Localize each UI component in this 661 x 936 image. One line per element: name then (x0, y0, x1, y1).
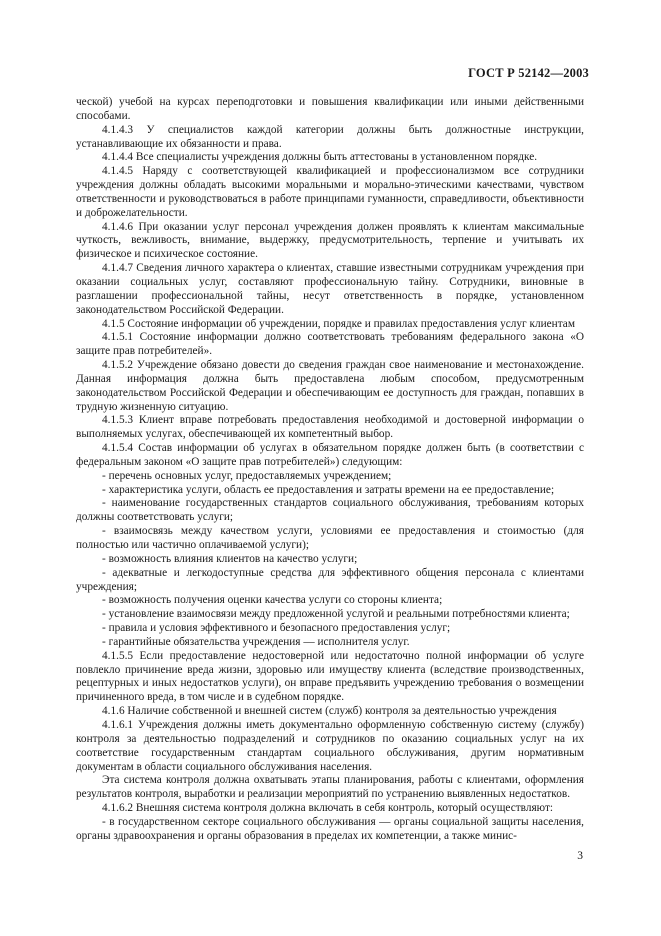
list-item: - возможность получения оценки качества услуги со стороны клиента; (102, 594, 443, 607)
paragraph: 4.1.4.7 Сведения личного характера о клиентах, ставшие известными сотрудникам учреждения при оказании социальных услуг, составляют профессиональную тайну. Сотрудники, виновные в разглашении профессиональной тайны, несут ответственность в порядке, установленном законодательством Российской Федерации. (76, 262, 584, 316)
list-item: - в государственном секторе социального обслуживания — органы социальной защиты населения, органы здравоохранения и органы образования в пределах их компетенции, а также минис- (76, 815, 584, 842)
list-item: - адекватные и легкодоступные средства для эффективного общения персонала с клиентами учреждения; (76, 566, 584, 593)
body-text (76, 96, 584, 844)
list-item: - гарантийные обязательства учреждения — исполнителя услуг. (102, 635, 410, 648)
paragraph: 4.1.5.2 Учреждение обязано довести до сведения граждан свое наименование и местонахождение. Данная информация должна быть предоставлена любым способом, предусмотренным законодательством Российской Федерации и обеспечивающим ее доступность для граждан, попавших в трудную жизненную ситуацию. (76, 359, 584, 413)
paragraph: 4.1.5.4 Состав информации об услугах в обязательном порядке должен быть (в соответствии с федеральным законом «О защите прав потребителей») следующим: (76, 442, 584, 468)
list-item: - перечень основных услуг, предоставляемых учреждением; (102, 469, 392, 482)
paragraph: 4.1.5.5 Если предоставление недостоверной или недостаточно полной информации об услуге повлекло причинение вреда жизни, здоровью или имуществу клиента (вследствие производственных, рецептурных и иных недостатков услуги), он вправе предъявить учреждению требования о возмещении причиненного вреда, в том числе и в судебном порядке. (76, 649, 584, 704)
list-item: - наименование государственных стандартов социального обслуживания, требованиям которых должны соответствовать услуги; (76, 497, 584, 524)
paragraph: 4.1.4.6 При оказании услуг персонал учреждения должен проявлять к клиентам максимальные чуткость, вежливость, внимание, выдержку, предусмотрительность, терпение и учитывать их физическое и психическое состояние. (76, 220, 584, 261)
page-number: 3 (577, 850, 583, 862)
list-item: - характеристика услуги, область ее предоставления и затраты времени на ее предоставление; (102, 483, 555, 496)
paragraph: 4.1.5.3 Клиент вправе потребовать предоставления необходимой и достоверной информации о выполняемых услугах, обеспечивающей их компетентный выбор. (76, 414, 584, 441)
paragraph: ческой) учебой на курсах переподготовки и повышения квалификации или иными действенными способами. (76, 96, 584, 122)
list-item: - установление взаимосвязи между предложенной услугой и реальными потребностями клиента; (102, 608, 570, 621)
paragraph: 4.1.6 Наличие собственной и внешней систем (служб) контроля за деятельностью учреждения (102, 705, 557, 718)
paragraph: 4.1.6.1 Учреждения должны иметь документально оформленную собственную систему (службу) контроля за деятельностью подразделений и сотрудников по оказанию социальных услуг на их соответствие государственным стандартам социального обслуживания, другим нормативным документам в области социального обслуживания населения. (76, 718, 584, 773)
paragraph: 4.1.4.5 Наряду с соответствующей квалификацией и профессионализмом все сотрудники учреждения должны обладать высокими моральными и морально-этическими качествами, чувством ответственности и руководствоваться в работе принципами гуманности, справедливости, объективности и доброжелательности. (76, 165, 584, 219)
list-item: - взаимосвязь между качеством услуги, условиями ее предоставления и стоимостью (для полностью или частично оплачиваемой услуги); (76, 525, 584, 551)
paragraph: 4.1.4.3 У специалистов каждой категории должны быть должностные инструкции, устанавливающие их обязанности и права. (76, 123, 584, 150)
paragraph: 4.1.5 Состояние информации об учреждении, порядке и правилах предоставления услуг клиентам (102, 317, 575, 330)
paragraph: 4.1.4.4 Все специалисты учреждения должны быть аттестованы в установленном порядке. (102, 151, 538, 164)
list-item: - правила и условия эффективного и безопасного предоставления услуг; (102, 622, 451, 635)
standard-header: ГОСТ Р 52142—2003 (468, 66, 589, 80)
paragraph: 4.1.6.2 Внешняя система контроля должна включать в себя контроль, который осуществляют: (102, 802, 554, 815)
paragraph: 4.1.5.1 Состояние информации должно соответствовать требованиям федерального закона «О защите прав потребителей». (76, 331, 584, 358)
paragraph: Эта система контроля должна охватывать этапы планирования, работы с клиентами, оформления результатов контроля, выработки и реализации мероприятий по устранению выявленных недостатков. (76, 774, 584, 801)
list-item: - возможность влияния клиентов на качество услуги; (102, 552, 358, 565)
